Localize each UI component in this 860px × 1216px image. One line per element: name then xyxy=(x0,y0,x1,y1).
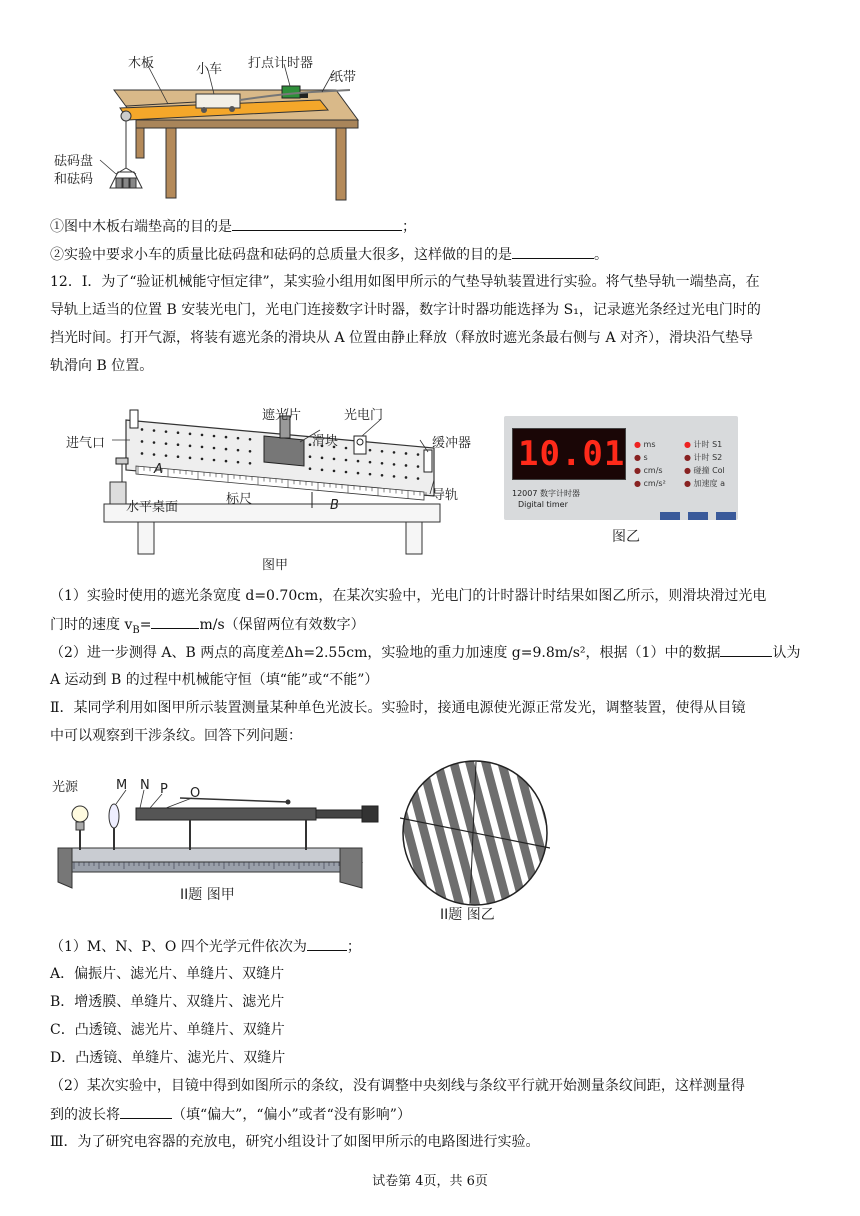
q12-p2-line1: （2）进一步测得 A、B 两点的高度差Δh=2.55cm，实验地的重力加速度 g=9.8m/s²，根据（1）中的数据 认为 xyxy=(50,642,800,663)
timer-model-en: Digital timer xyxy=(518,500,568,509)
label-m: M xyxy=(116,778,128,793)
air-track-figure xyxy=(60,400,450,560)
label-cart: 小车 xyxy=(196,62,223,77)
optical-bench-figure xyxy=(50,770,410,900)
q12-p2-line2: A 运动到 B 的过程中机械能守恒（填“能”或“不能”） xyxy=(50,672,379,688)
label-table: 水平桌面 xyxy=(126,500,179,515)
fig-yi-caption: 图乙 xyxy=(612,529,640,545)
answer-blank[interactable] xyxy=(120,1104,172,1119)
label-gate: 光电门 xyxy=(344,408,384,423)
label-inlet: 进气口 xyxy=(66,436,106,451)
label-scale: 标尺 xyxy=(226,492,253,507)
q12-ii-q1: （1）M、N、P、O 四个光学元件依次为 ； xyxy=(50,936,361,957)
label-buffer: 缓冲器 xyxy=(432,436,472,451)
label-slider: 滑块 xyxy=(312,434,339,449)
option-d[interactable]: D．凸透镜、单缝片、滤光片、双缝片 xyxy=(50,1050,286,1066)
q12-part3: Ⅲ．为了研究电容器的充放电，研究小组设计了如图甲所示的电路图进行实验。 xyxy=(50,1134,540,1150)
label-light-source: 光源 xyxy=(52,780,79,795)
label-tape: 纸带 xyxy=(330,70,357,85)
fig-jia-caption: 图甲 xyxy=(262,558,289,573)
label-point-a: A xyxy=(154,462,163,477)
interference-fringes-figure xyxy=(400,758,550,908)
q12-intro-line4: 轨滑向 B 位置。 xyxy=(50,358,154,374)
label-board: 木板 xyxy=(128,56,155,71)
q12-intro-line1: 12．I．为了“验证机械能守恒定律”，某实验小组用如图甲所示的气垫导轨装置进行实验。将气垫导轨一端垫高，在 xyxy=(50,274,760,290)
q12-p1-line2: 门时的速度 $v_B= m/s$（保留两位有效数字） xyxy=(50,614,365,641)
label-o: O xyxy=(190,786,201,801)
option-b[interactable]: B．增透膜、单缝片、双缝片、滤光片 xyxy=(50,994,285,1010)
label-shade: 遮光片 xyxy=(262,408,302,423)
fig2-jia-caption: II题 图甲 xyxy=(180,887,235,903)
answer-blank[interactable] xyxy=(720,642,772,657)
label-timer: 打点计时器 xyxy=(248,56,314,71)
q11-item2: ②实验中要求小车的质量比砝码盘和砝码的总质量大很多，这样做的目的是 。 xyxy=(50,244,608,265)
timer-button xyxy=(716,512,736,520)
unit-list: ● ms ● s ● cm/s ● cm/s² xyxy=(634,440,666,488)
timer-button xyxy=(688,512,708,520)
q12-ii-q2-line2: 到的波长将 （填“偏大”，“偏小”或者“没有影响”） xyxy=(50,1104,411,1125)
answer-blank[interactable] xyxy=(307,936,347,951)
label-p: P xyxy=(160,782,168,797)
timer-model: 12007 数字计时器 xyxy=(512,489,580,498)
mode-list: ● 计时 S1 ● 计时 S2 ● 碰撞 Col ● 加速度 a xyxy=(684,440,725,488)
option-a[interactable]: A．偏振片、滤光片、单缝片、双缝片 xyxy=(50,966,285,982)
q12-intro-line3: 挡光时间。打开气源，将装有遮光条的滑块从 A 位置由静止释放（释放时遮光条最右侧与 A 对齐），滑块沿气垫导 xyxy=(50,330,754,346)
timer-button xyxy=(660,512,680,520)
answer-blank[interactable] xyxy=(512,244,594,259)
page-footer: 试卷第 4页，共 6页 xyxy=(372,1174,488,1189)
label-rail: 导轨 xyxy=(432,488,459,503)
q12-ii-q2-line1: （2）某次实验中，目镜中得到如图所示的条纹，没有调整中央刻线与条纹平行就开始测量条纹间距，这样测量得 xyxy=(50,1078,745,1094)
timer-display-value: 10.01 xyxy=(518,434,626,474)
label-weights: 砝码盘 xyxy=(54,154,94,169)
answer-blank[interactable] xyxy=(232,216,402,231)
label-weights2: 和砝码 xyxy=(54,172,94,187)
label-point-b: B xyxy=(330,498,339,513)
q12-p1-line1: （1）实验时使用的遮光条宽度 d=0.70cm，在某次实验中，光电门的计时器计时结果如图乙所示，则滑块滑过光电 xyxy=(50,588,767,604)
digital-timer-photo xyxy=(504,416,738,520)
option-c[interactable]: C．凸透镜、滤光片、单缝片、双缝片 xyxy=(50,1022,285,1038)
label-n: N xyxy=(140,778,150,793)
answer-blank[interactable] xyxy=(151,614,199,629)
q11-item1: ①图中木板右端垫高的目的是 ； xyxy=(50,216,416,237)
q12-part2-line1: Ⅱ．某同学利用如图甲所示装置测量某种单色光波长。实验时，接通电源使光源正常发光，调整装置，使得从目镜 xyxy=(50,700,746,716)
q12-intro-line2: 导轨上适当的位置 B 安装光电门，光电门连接数字计时器，数字计时器功能选择为 S₁，记录遮光条经过光电门时的 xyxy=(50,302,761,318)
q12-part2-line2: 中可以观察到干涉条纹。回答下列问题： xyxy=(50,728,302,744)
fig2-yi-caption: II题 图乙 xyxy=(440,907,495,923)
